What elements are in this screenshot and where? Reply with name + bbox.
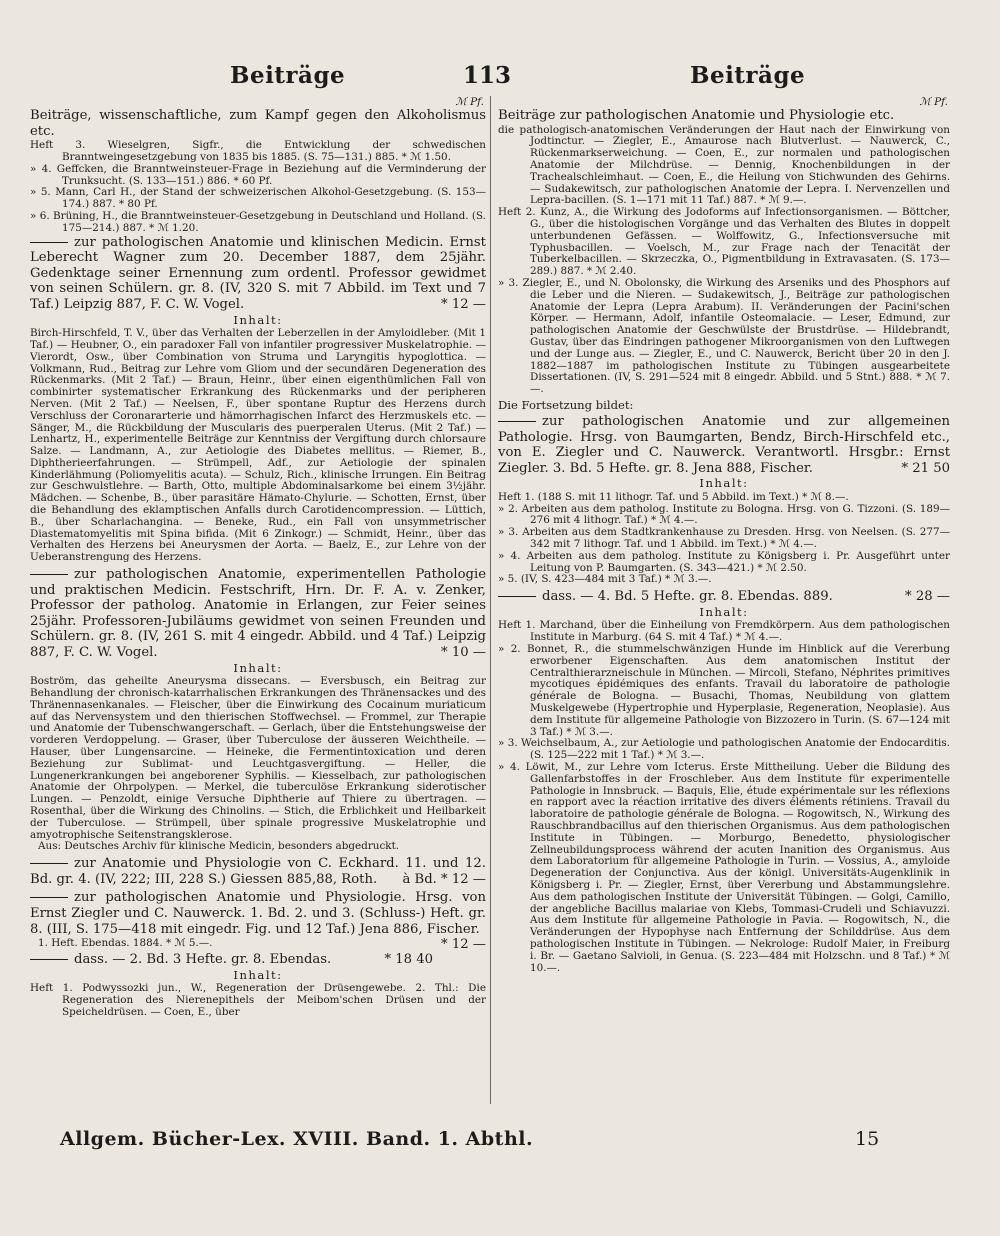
price-column-header: ℳ Pf. <box>919 96 948 108</box>
running-head-right: Beiträge <box>690 62 806 89</box>
heft-line: Heft 1. Marchand, über die Einheilung von Fremdkörpern. Aus dem pathologischen Institute in Marburg. (64 S. mit 4 Taf.) * ℳ 4.—. <box>498 619 950 644</box>
entry-dash <box>498 596 536 597</box>
heft-line: Heft 1. (188 S. mit 11 lithogr. Taf. und 5 Abbild. im Text.) * ℳ 8.—. <box>498 490 849 503</box>
entry-dash <box>30 242 68 243</box>
entry-text: zur pathologischen Anatomie, experimentellen Pathologie und praktischen Medicin. Festschrift, Hrn. Dr. F. A. v. Zenker, Professor der patholog. Anatomie in Erlangen, zur Feier seines 25jähr. Professoren-Jubiläums gewidmet von seinen Freunden und Schülern. gr. 8. (IV, 261 S. mit 4 eingedr. Abbild. und 4 Taf.) Leipzig 887, F. C. W. Vogel. <box>30 567 486 661</box>
heft-line: » 4. Arbeiten aus dem patholog. Institute zu Königsberg i. Pr. Ausgeführt unter Leitung von P. Baumgarten. (S. 343—421.) * ℳ 2.50. <box>498 549 950 574</box>
entry-alkoholismus <box>30 108 486 139</box>
entry-dash <box>30 574 68 575</box>
entry-price: * 18 40 <box>384 951 434 967</box>
contents-text: Birch-Hirschfeld, T. V., über das Verhalten der Leberzellen in der Amyloidleber. (Mit 1 Taf.) — Heubner, O., ein paradoxer Fall von infantiler progressiver Muskelatrophie. — Vierordt, Osw., über Combination von Struma und Laryngitis hypoglottica. — Volkmann, Rud., Beitrag zur Lehre vom Gliom und der secundären Degeneration des Rückenmarks. (Mit 2 Taf.) — Braun, Heinr., über einen eigenthümlichen Fall von combinirter systematischer Erkrankung des Rückenmarks und der peripheren Nerven. (Mit 2 Taf.) — Neelsen, F., über spontane Ruptur des Herzens durch Verschluss der Coronararterie und hämorrhagischen Infarct des Herzmuskels etc. — Sänger, M., die Rückbildung der Muscularis des puerperalen Uterus. (Mit 2 Taf.) — Lenhartz, H., experimentelle Beiträge zur Kenntniss der Vergiftung durch chlorsaure Salze. — Landmann, A., zur Aetiologie des Diabetes mellitus. — Riemer, B., Diphtherieerfahrungen. — Strümpell, Adf., zur Aetiologie der spinalen Kinderlähmung (Poliomyelitis acuta). — Schulz, Rich., klinische Irrungen. Ein Beitrag zur Geschwulstlehre. — Barth, Otto, multiple Abdominalsarkome bei einem 3½jähr. Mädchen. — Schenbe, B., über parasitäre Hämato-Chylurie. — Schotten, Ernst, über die Behandlung des eklamptischen Anfalls durch Carotidencompression. — Lüttich, B., über Scharlachangina. — Beneke, Rud., ein Fall von unsymmetrischer Diastematomyelitis mit Spina bifida. (Mit 6 Zinkogr.) — Schmidt, Heinr., über das Verhalten des Herzens bei Aneurysmen der Aorta. — Baelz, E., zur Lehre von der Ueberanstrengung des Herzens. <box>30 327 486 564</box>
entry-text: zur Anatomie und Physiologie von C. Eckhard. 11. und 12. Bd. gr. 4. (IV, 222; III, 228 S.) Giessen 885,88, Roth. <box>30 856 486 887</box>
entry-ziegler-nauwerck-bd2 <box>30 952 486 968</box>
heft-line: » 3. Ziegler, E., und N. Obolonsky, die Wirkung des Arseniks und des Phosphors auf die Leber und die Nieren. — Sudakewitsch, J., Beiträge zur pathologischen Anatomie der Lepra (Lepra Arabum). II. Veränderungen der Pacini'schen Körper. — Hermann, Adolf, infantile Osteomalacie. — Leser, Edmund, zur pathologischen Anatomie der Geschwülste der Brustdrüse. — Hildebrandt, Gustav, über das Eindringen pathogener Mikroorganismen von den Luftwegen und der Lunge aus. — Ziegler, E., und C. Nauwerck, Bericht über 20 in den J. 1882—1887 im pathologischen Institute zu Tübingen ausgearbeitete Dissertationen. (IV, S. 291—524 mit 8 eingedr. Abbild. und 5 Stnt.) 888. * ℳ 7.—. <box>498 276 950 396</box>
entry-text: zur pathologischen Anatomie und Physiologie. Hrsg. von Ernst Ziegler und C. Nauwerck. 1. Bd. 2. und 3. (Schluss-) Heft. gr. 8. (III, S. 175—418 mit eingedr. Fig. und 12 Taf.) Jena 886, Fischer. <box>30 890 486 937</box>
inhalt-heading: Inhalt: <box>233 312 283 327</box>
entry-continuation-heading <box>498 108 950 124</box>
entry-text: zur pathologischen Anatomie und zur allgemeinen Pathologie. Hrsg. von Baumgarten, Bendz, Birch-Hirschfeld etc., von E. Ziegler und C. Nauwerck. Verantwortl. Hrsgbr.: Ernst Ziegler. 3. Bd. 5 Hefte. gr. 8. Jena 888, Fischer. <box>498 413 950 476</box>
entry-price: * 12 — <box>441 296 486 312</box>
inhalt-heading: Inhalt: <box>699 476 749 491</box>
entry-text: dass. — 4. Bd. 5 Hefte. gr. 8. Ebendas. 889. <box>542 589 833 605</box>
left-column <box>30 96 486 1106</box>
entry-ziegler-bd3 <box>498 414 950 476</box>
heft-line: » 5. Mann, Carl H., der Stand der schweizerischen Alkohol-Gesetzgebung. (S. 153—174.) 887. * 80 Pf. <box>30 186 486 211</box>
source-note: Aus: Deutsches Archiv für klinische Medicin, besonders abgedruckt. <box>38 840 400 853</box>
inhalt-heading: Inhalt: <box>699 604 749 619</box>
heft-line: Heft 3. Wieselgren, Sigfr., die Entwicklung der schwedischen Branntweingesetzgebung von 1835 bis 1885. (S. 75—131.) 885. * ℳ 1.50. <box>30 139 486 163</box>
continuation-note: Die Fortsetzung bildet: <box>498 397 634 412</box>
price-column-header: ℳ Pf. <box>455 96 484 108</box>
entry-text: Beiträge, wissenschaftliche, zum Kampf gegen den Alkoholismus etc. <box>30 108 486 139</box>
footer-signature: Allgem. Bücher-Lex. XVIII. Band. 1. Abthl. <box>60 1128 534 1150</box>
entry-price: * 21 50 <box>901 460 950 476</box>
entry-text: zur pathologischen Anatomie und klinischen Medicin. Ernst Leberecht Wagner zum 20. December 1887, dem 25jähr. Gedenktage seiner Ernennung zum ordentl. Professor gewidmet von seinen Schülern. gr. 8. (IV, 320 S. mit 7 Abbild. im Text und 7 Taf.) Leipzig 887, F. C. W. Vogel. <box>30 234 486 312</box>
heft-line: die pathologisch-anatomischen Veränderungen der Haut nach der Einwirkung von Jodtinctur. — Ziegler, E., Amaurose nach Blutverlust. — Nauwerck, C., Rückenmarkserweichung. — Coen, E., zur normalen und pathologischen Anatomie der Milchdrüse. — Dennig, Knochenbildungen in der Trachealschleimhaut. — Coen, E., die Heilung von Stichwunden des Gehirns. — Sudakewitsch, zur pathologischen Anatomie der Lepra. I. Nervenzellen und Lepra-bacillen. (S. 1—171 mit 11 Taf.) 887. * ℳ 9.—. <box>498 123 950 207</box>
page-number: 113 <box>463 62 512 89</box>
entry-price: à Bd. * 12 — <box>402 871 486 887</box>
footer-sheet-number: 15 <box>855 1128 880 1150</box>
entry-price: * 28 — <box>905 589 950 605</box>
heft-line: » 4. Geffcken, die Branntweinsteuer-Frage in Beziehung auf die Verminderung der Trunksucht. (S. 133—151.) 886. * 60 Pf. <box>30 162 486 187</box>
heft-line: 1. Heft. Ebendas. 1884. * ℳ 5.—. <box>38 937 213 950</box>
entry-text: dass. — 2. Bd. 3 Hefte. gr. 8. Ebendas. <box>74 951 332 967</box>
heft-line: » 2. Bonnet, R., die stummelschwänzigen Hunde im Hinblick auf die Vererbung erworbener Eigenschaften. Aus dem anatomischen Institut der Centralthierarzneischule in München. — Mircoli, Stefano, Néphrites primitives mycotiques épidémiques des enfants. Travail du laboratoire de pathologie générale de Bologna. — Busachi, Thomas, Neubildung von glattem Muskelgewebe (Hypertrophie und Hyperplasie, Regeneration, Neoplasie). Aus dem Institute für allgemeine Pathologie von Bizzozero in Turin. (S. 67—124 mit 3 Taf.) * ℳ 3.—. <box>498 643 950 738</box>
heft-line: » 2. Arbeiten aus dem patholog. Institute zu Bologna. Hrsg. von G. Tizzoni. (S. 189—276 mit 4 lithogr. Taf.) * ℳ 4.—. <box>498 502 950 527</box>
heft-line: » 4. Löwit, M., zur Lehre vom Icterus. Erste Mittheilung. Ueber die Bildung des Gallenfarbstoffes in der Froschleber. Aus dem Institute für experimentelle Pathologie in Innsbruck. — Baquis, Elie, étude expérimentale sur les réflexions en rapport avec la réaction irritative des divers éléments rétiniens. Travail du laboratoire de pathologie générale de Bologna. — Rogowitsch, N., Wirkung des Rauschbrandbacillus auf den thierischen Organismus. Aus dem pathologischen Institute in Tübingen. — Morburgo, Benedetto, physiologischer Zellneubildungsprocess während der acuten Inanition des Organismus. Aus dem Laboratorium für allgemeine Pathologie in Turin. — Vossius, A., amyloide Degeneration der Conjunctiva. Aus der königl. Universitäts-Augenklinik in Königsberg i. Pr. — Ziegler, Ernst, über Vererbung und Abstammungslehre. Aus dem pathologischen Institute der Universität Tübingen. — Golgi, Camillo, der angebliche Bacillus malariae von Klebs, Tommasi-Crudeli und Schiavuzzi. Aus dem Institute für allgemeine Pathologie in Pavia. — Rogowitsch, N., die Veränderungen der Hypophyse nach Entfernung der Schilddrüse. Aus dem pathologischen Institute in Tübingen. — Nekrologe: Rudolf Maier, in Freiburg i. Br. — Gaetano Salvioli, in Genua. (S. 223—484 mit Holzschn. und 8 Taf.) * ℳ 10.—. <box>498 761 950 974</box>
entry-eckhard <box>30 856 486 887</box>
inhalt-heading: Inhalt: <box>233 967 283 982</box>
heft-line: Heft 1. Podwyssozki jun., W., Regeneration der Drüsengewebe. 2. Thl.: Die Regeneration des Nierenepithels der Meibom'schen Drüsen und der Speicheldrüsen. — Coen, E., über <box>30 982 486 1018</box>
running-head-left: Beiträge <box>230 62 346 89</box>
heft-line: » 5. (IV, S. 423—484 mit 3 Taf.) * ℳ 3.—. <box>498 573 712 586</box>
entry-wagner-festschrift <box>30 235 486 313</box>
entry-price: * 10 — <box>441 645 486 661</box>
entry-dash <box>30 863 68 864</box>
heft-line: » 3. Weichselbaum, A., zur Aetiologie und pathologischen Anatomie der Endocarditis. (S. 125—222 mit 1 Taf.) * ℳ 3.—. <box>498 737 950 762</box>
heft-line: Heft 2. Kunz, A., die Wirkung des Jodoforms auf Infectionsorganismen. — Böttcher, G., über die histologischen Vorgänge und das Verhalten des Blutes in doppelt unterbundenen Gefässen. — Wolffowitz, G., Infectionsversuche mit Typhusbacillen. — Voelsch, M., zur Frage nach der Tenacität der Tuberkelbacillen. — Skrzeczka, O., Pigmentbildung in Extravasaten. (S. 173—289.) 887. * ℳ 2.40. <box>498 206 950 278</box>
entry-zenker-festschrift <box>30 567 486 661</box>
running-head <box>0 62 1000 96</box>
contents-text: Boström, das geheilte Aneurysma dissecans. — Eversbusch, ein Beitrag zur Behandlung der chronisch-katarrhalischen Erkrankungen des Thränensackes und des Thränennasenkanales. — Fleischer, über die Einwirkung des Cocainum muriaticum auf das Nervensystem und den thierischen Stoffwechsel. — Frommel, zur Therapie und Anatomie der Tubenschwangerschaft. — Gerlach, über die Entstehungsweise der vorderen Verdoppelung. — Graser, über Tuberculose der äusseren Weichtheile. — Hauser, über Lungensarcine. — Heineke, die Fermentintoxication und deren Beziehung zur Sublimat- und Leuchtgasvergiftung. — Heller, die Lungenerkrankungen bei angeborener Syphilis. — Kiesselbach, zur pathologischen Anatomie der Ohrpolypen. — Merkel, die tuberculöse Erkrankung siderotischer Lungen. — Penzoldt, einige Versuche Diphtherie auf Thiere zu übertragen. — Rosenthal, über die Wirkung des Chinolins. — Stich, die Erblichkeit und Heilbarkeit der Tuberculose. — Strümpell, über spinale progressive Muskelatrophie und amyotrophische Seitenstrangsklerose. <box>30 675 486 841</box>
entry-dash <box>30 959 68 960</box>
entry-dash <box>30 897 68 898</box>
entry-text: Beiträge zur pathologischen Anatomie und Physiologie etc. <box>498 108 895 123</box>
entry-dash <box>498 421 536 422</box>
page-footer <box>0 1128 1000 1158</box>
entry-ziegler-bd4 <box>498 589 950 605</box>
column-divider <box>490 96 491 1104</box>
heft-line: » 6. Brüning, H., die Branntweinsteuer-Gesetzgebung in Deutschland und Holland. (S. 175—214.) 887. * ℳ 1.20. <box>30 209 486 234</box>
inhalt-heading: Inhalt: <box>233 660 283 675</box>
entry-price: * 12 — <box>441 937 486 953</box>
heft-line: » 3. Arbeiten aus dem Stadtkrankenhause zu Dresden. Hrsg. von Neelsen. (S. 277—342 mit 7 lithogr. Taf. und 1 Abbild. im Text.) * ℳ 4.—. <box>498 526 950 551</box>
right-column <box>498 96 950 1106</box>
